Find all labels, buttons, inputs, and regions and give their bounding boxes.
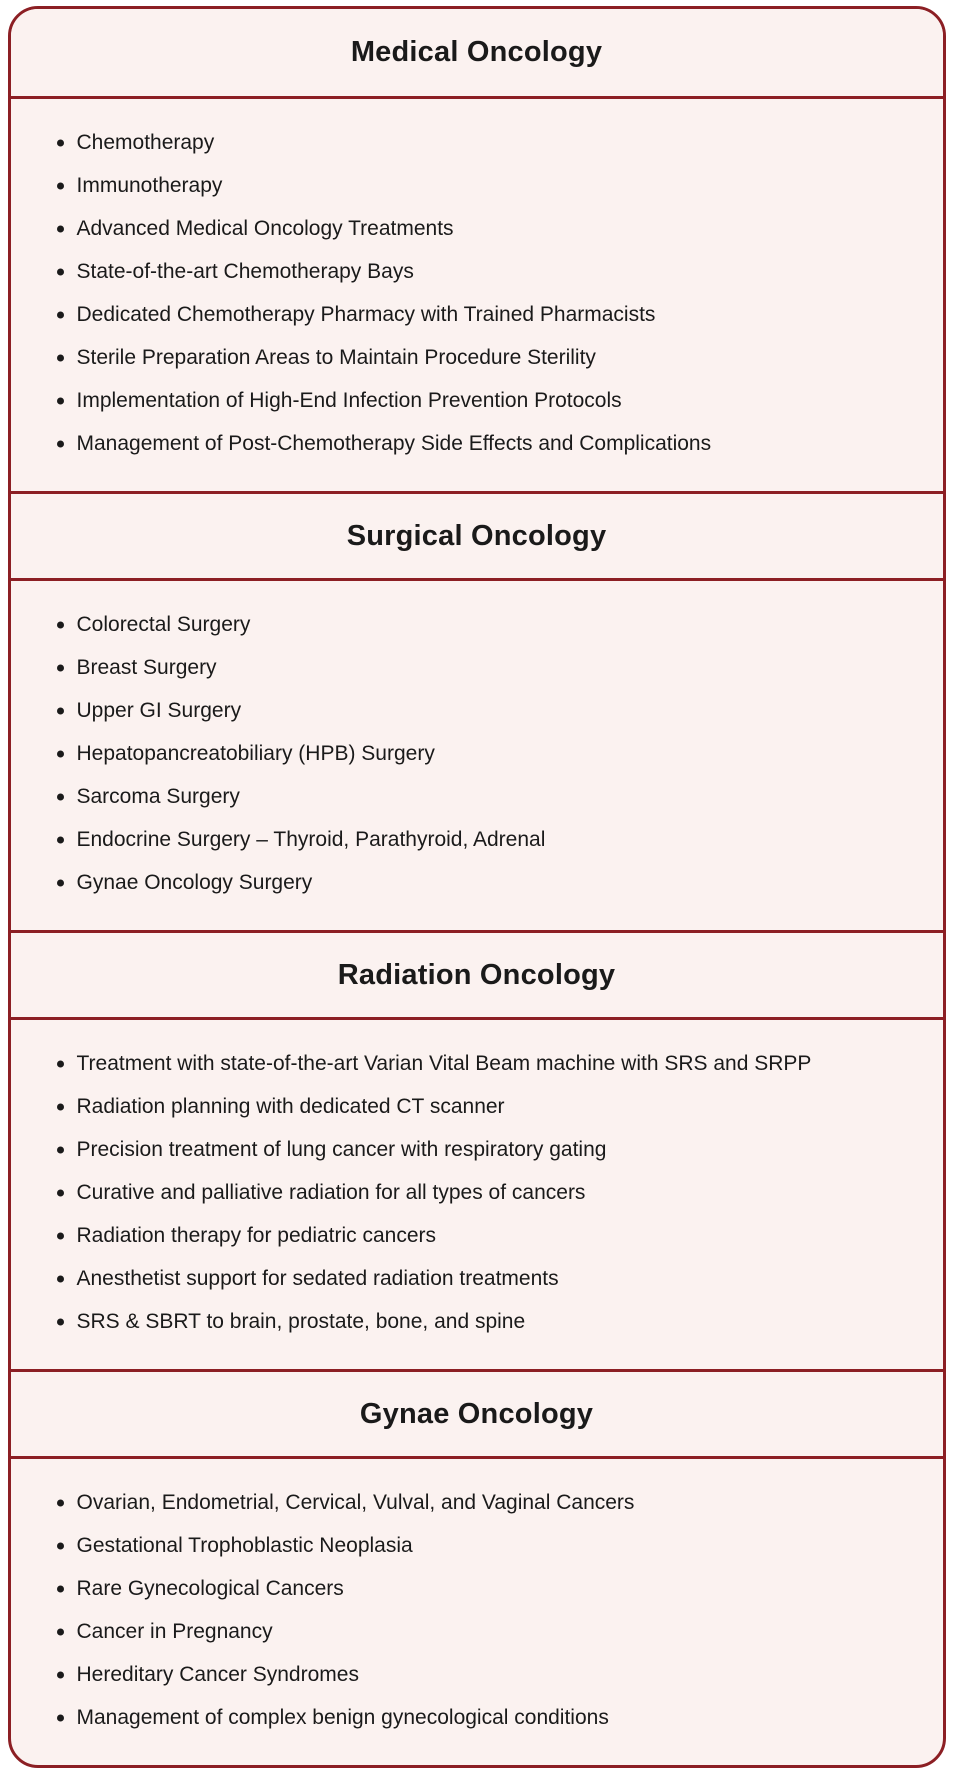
list-item (55, 603, 905, 646)
list-item (55, 1653, 905, 1696)
list-item-text: Advanced Medical Oncology Treatments (76, 216, 454, 240)
bullet-icon (57, 1671, 64, 1678)
list-item-text: Colorectal Surgery (76, 612, 251, 636)
page (0, 6, 953, 1768)
list-item (55, 207, 905, 250)
list-item-text: Cancer in Pregnancy (76, 1619, 273, 1643)
bullet-icon (57, 793, 64, 800)
bullet-icon (57, 1189, 64, 1196)
list-item (55, 422, 905, 465)
list-item-text: Anesthetist support for sedated radiation treatments (76, 1266, 559, 1290)
list-item (55, 1042, 905, 1085)
list-item-text: Sarcoma Surgery (76, 784, 240, 808)
section-title: Medical Oncology (350, 36, 603, 68)
section-list (11, 1459, 943, 1765)
list-item (55, 164, 905, 207)
list-item-text: Rare Gynecological Cancers (76, 1576, 344, 1600)
bullet-icon (57, 664, 64, 671)
list-item-text: Curative and palliative radiation for all types of cancers (76, 1180, 586, 1204)
oncology-section (11, 9, 943, 491)
bullet-icon (57, 1103, 64, 1110)
list-item-text: Sterile Preparation Areas to Maintain Procedure Sterility (76, 345, 596, 369)
section-title: Gynae Oncology (359, 1397, 594, 1430)
list-item (55, 1214, 905, 1257)
bullet-icon (57, 1542, 64, 1549)
bullet-icon (57, 707, 64, 714)
bullet-icon (57, 1146, 64, 1153)
bullet-icon (57, 1060, 64, 1067)
list-item (55, 646, 905, 689)
list-item-text: Management of complex benign gynecological conditions (76, 1705, 609, 1729)
bullet-icon (57, 225, 64, 232)
list-item (55, 1696, 905, 1739)
bullet-icon (57, 182, 64, 189)
list-item-text: Dedicated Chemotherapy Pharmacy with Trained Pharmacists (76, 302, 656, 326)
list-item (55, 1300, 905, 1343)
list-item-text: Gestational Trophoblastic Neoplasia (76, 1533, 413, 1557)
section-header (11, 9, 943, 99)
bullet-icon (57, 1318, 64, 1325)
bullet-icon (57, 1585, 64, 1592)
list-item (55, 293, 905, 336)
list-item (55, 1567, 905, 1610)
list-item-text: State-of-the-art Chemotherapy Bays (76, 259, 414, 283)
bullet-icon (57, 139, 64, 146)
bullet-icon (57, 1714, 64, 1721)
list-item-text: Implementation of High-End Infection Prevention Protocols (76, 388, 622, 412)
list-item (55, 250, 905, 293)
oncology-section (11, 1369, 943, 1765)
section-title: Radiation Oncology (337, 958, 616, 991)
section-list (11, 581, 943, 930)
list-item (55, 732, 905, 775)
bullet-icon (57, 1628, 64, 1635)
list-item (55, 1128, 905, 1171)
bullet-icon (57, 354, 64, 361)
list-item-text: Hereditary Cancer Syndromes (76, 1662, 359, 1686)
list-item-text: Immunotherapy (76, 173, 223, 197)
bullet-icon (57, 1499, 64, 1506)
bullet-icon (57, 836, 64, 843)
list-item-text: Management of Post-Chemotherapy Side Effects and Complications (76, 431, 712, 455)
list-item (55, 1171, 905, 1214)
list-item (55, 1524, 905, 1567)
list-item-text: Upper GI Surgery (76, 698, 242, 722)
list-item (55, 1610, 905, 1653)
section-header (11, 930, 943, 1020)
list-item-text: Chemotherapy (76, 130, 215, 154)
list-item (55, 1257, 905, 1300)
list-item-text: Endocrine Surgery – Thyroid, Parathyroid, Adrenal (76, 827, 546, 851)
list-item-text: Gynae Oncology Surgery (76, 870, 313, 894)
list-item (55, 775, 905, 818)
bullet-icon (57, 311, 64, 318)
section-list (11, 1020, 943, 1369)
list-item-text: Hepatopancreatobiliary (HPB) Surgery (76, 741, 435, 765)
list-item-text: Ovarian, Endometrial, Cervical, Vulval, and Vaginal Cancers (76, 1490, 635, 1514)
bullet-icon (57, 397, 64, 404)
oncology-section (11, 491, 943, 930)
section-header (11, 491, 943, 581)
bullet-icon (57, 1232, 64, 1239)
list-item (55, 121, 905, 164)
list-item-text: Breast Surgery (76, 655, 217, 679)
bullet-icon (57, 621, 64, 628)
list-item (55, 1481, 905, 1524)
list-item (55, 379, 905, 422)
bullet-icon (57, 440, 64, 447)
list-item-text: Radiation planning with dedicated CT scanner (76, 1094, 505, 1118)
list-item (55, 336, 905, 379)
bullet-icon (57, 750, 64, 757)
bullet-icon (57, 1275, 64, 1282)
list-item (55, 689, 905, 732)
list-item (55, 1085, 905, 1128)
section-header (11, 1369, 943, 1459)
oncology-section (11, 930, 943, 1369)
section-list (11, 99, 943, 491)
section-title: Surgical Oncology (346, 519, 607, 552)
list-item-text: SRS & SBRT to brain, prostate, bone, and spine (76, 1309, 526, 1333)
list-item-text: Radiation therapy for pediatric cancers (76, 1223, 437, 1247)
list-item-text: Precision treatment of lung cancer with respiratory gating (76, 1137, 607, 1161)
bullet-icon (57, 879, 64, 886)
bullet-icon (57, 268, 64, 275)
oncology-services-card (8, 6, 946, 1768)
list-item (55, 818, 905, 861)
list-item (55, 861, 905, 904)
list-item-text: Treatment with state-of-the-art Varian Vital Beam machine with SRS and SRPP (76, 1051, 812, 1075)
